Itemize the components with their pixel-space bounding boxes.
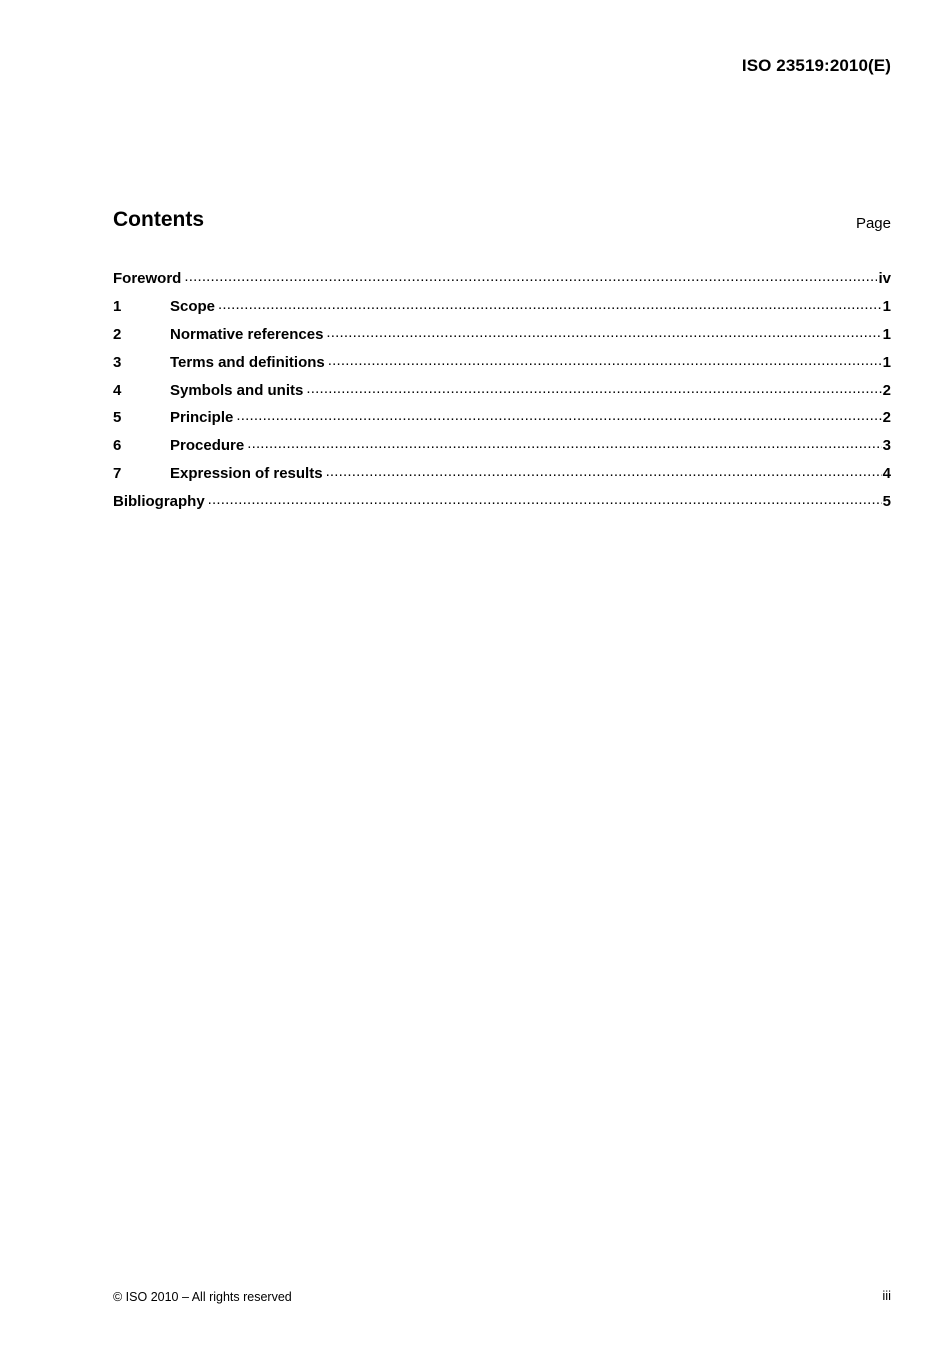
toc-entry-expression-of-results[interactable]	[113, 463, 891, 491]
toc-entry-terms-and-definitions[interactable]	[113, 352, 891, 380]
dot-leader	[326, 324, 881, 339]
toc-entry-title: Scope	[170, 297, 216, 315]
toc-entry-number: 7	[113, 465, 122, 483]
toc-entry-number: 5	[113, 409, 122, 427]
toc-entry-principle[interactable]	[113, 407, 891, 435]
toc-entry-page: 5	[882, 493, 891, 511]
toc-entry-procedure[interactable]	[113, 435, 891, 463]
toc-entry-title: Normative references	[170, 325, 324, 343]
dot-leader	[208, 491, 882, 506]
toc-entry-number: 4	[113, 381, 122, 399]
toc-entry-page: 1	[882, 325, 891, 343]
toc-entry-page: 1	[882, 297, 891, 315]
toc-entry-title: Symbols and units	[170, 381, 304, 399]
toc-entry-title: Foreword	[113, 270, 182, 287]
dot-leader	[326, 463, 882, 478]
contents-heading	[113, 208, 891, 238]
page-footer	[113, 1288, 891, 1308]
page-column-label: Page	[855, 215, 891, 232]
toc-entry-symbols-and-units[interactable]	[113, 380, 891, 408]
toc-entry-page: iv	[878, 270, 891, 287]
toc-entry-foreword[interactable]	[113, 268, 891, 296]
toc-entry-page: 2	[882, 409, 891, 427]
toc-entry-page: 2	[882, 381, 891, 399]
dot-leader	[328, 352, 882, 367]
toc-entry-number: 3	[113, 353, 122, 371]
toc-entry-bibliography[interactable]	[113, 491, 891, 519]
toc-entry-number: 2	[113, 325, 122, 343]
toc-entry-title: Procedure	[170, 437, 245, 455]
page-number: iii	[882, 1288, 891, 1303]
document-id: ISO 23519:2010(E)	[741, 56, 891, 75]
toc-entry-title: Principle	[170, 409, 234, 427]
dot-leader	[236, 407, 881, 422]
dot-leader	[218, 296, 882, 311]
copyright-notice: © ISO 2010 – All rights reserved	[113, 1290, 292, 1304]
toc-entry-normative-references[interactable]	[113, 324, 891, 352]
toc-entry-title: Bibliography	[113, 493, 205, 511]
toc-entry-scope[interactable]	[113, 296, 891, 324]
contents-title: Contents	[113, 208, 204, 231]
toc-entry-page: 3	[882, 437, 891, 455]
dot-leader	[184, 268, 877, 283]
toc-entry-number: 1	[113, 297, 122, 315]
toc-entry-number: 6	[113, 437, 122, 455]
dot-leader	[247, 435, 881, 450]
toc-entry-title: Expression of results	[170, 465, 323, 483]
toc-entry-page: 1	[882, 353, 891, 371]
toc-entry-title: Terms and definitions	[170, 353, 325, 371]
toc-entry-page: 4	[882, 465, 891, 483]
table-of-contents	[113, 268, 891, 519]
dot-leader	[306, 380, 881, 395]
